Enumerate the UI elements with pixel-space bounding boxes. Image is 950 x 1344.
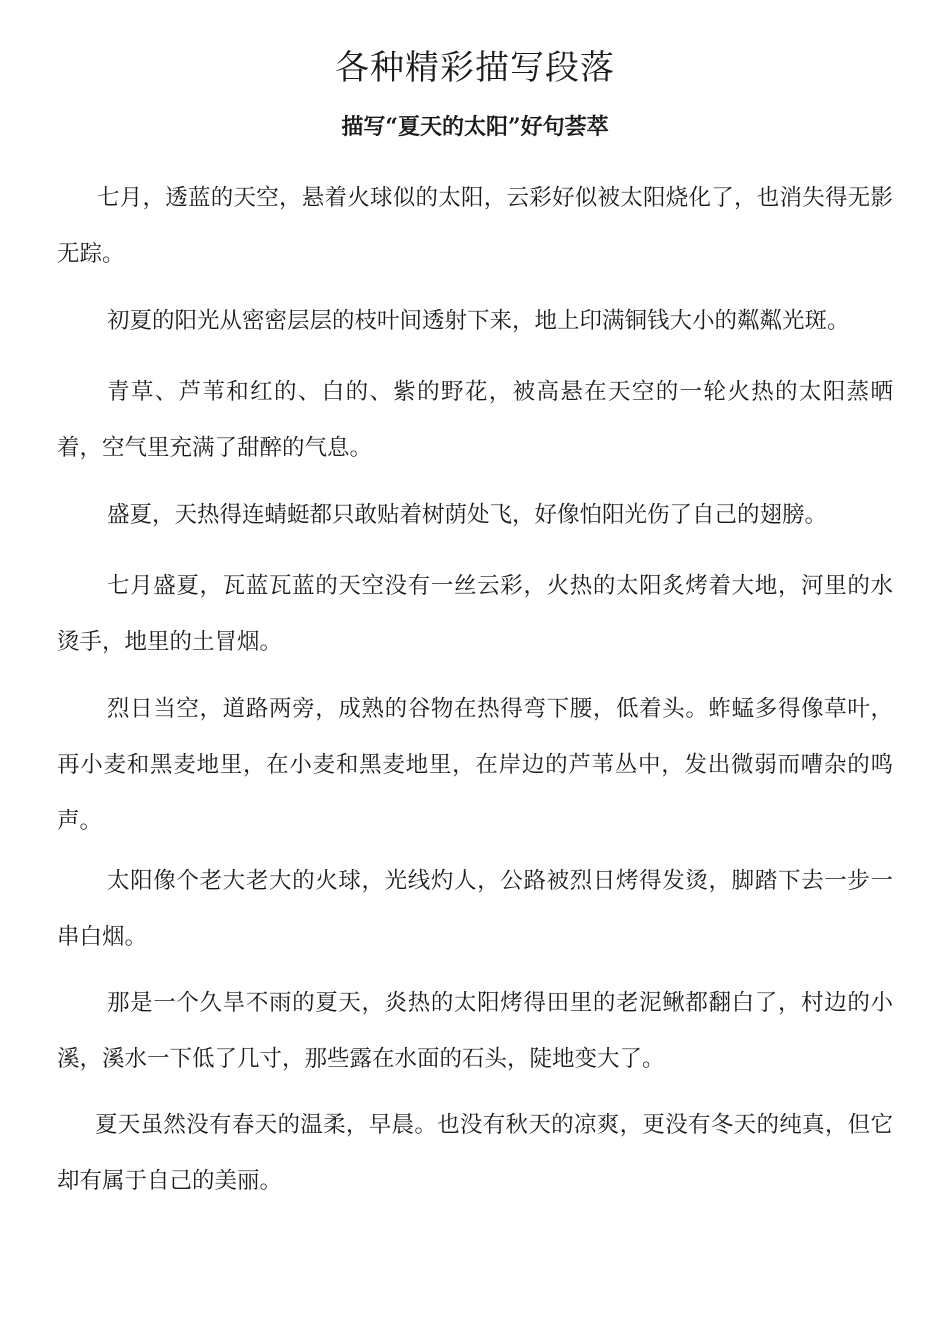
paragraph-5: 七月盛夏，瓦蓝瓦蓝的天空没有一丝云彩，火热的太阳炙烤着大地，河里的水烫手，地里的土冒烟。 bbox=[57, 573, 893, 655]
paragraph-8: 那是一个久旱不雨的夏天，炎热的太阳烤得田里的老泥鳅都翻白了，村边的小溪，溪水一下低了几寸，那些露在水面的石头，陡地变大了。 bbox=[57, 990, 893, 1072]
paragraph-1: 七月，透蓝的天空，悬着火球似的太阳，云彩好似被太阳烧化了，也消失得无影无踪。 bbox=[57, 185, 893, 267]
page-subtitle: 描写“夏天的太阳”好句荟萃 bbox=[341, 114, 609, 140]
paragraph-3: 青草、芦苇和红的、白的、紫的野花，被高悬在天空的一轮火热的太阳蒸晒着，空气里充满了甜醉的气息。 bbox=[57, 379, 893, 461]
paragraph-4: 盛夏，天热得连蜻蜓都只敢贴着树荫处飞，好像怕阳光伤了自己的翅膀。 bbox=[107, 502, 828, 528]
paragraph-7: 太阳像个老大老大的火球，光线灼人，公路被烈日烤得发烫，脚踏下去一步一串白烟。 bbox=[57, 868, 893, 950]
paragraph-6: 烈日当空，道路两旁，成熟的谷物在热得弯下腰，低着头。蚱蜢多得像草叶，再小麦和黑麦地里，在小麦和黑麦地里，在岸边的芦苇丛中，发出微弱而嘈杂的鸣声。 bbox=[57, 696, 893, 834]
paragraph-2: 初夏的阳光从密密层层的枝叶间透射下来，地上印满铜钱大小的粼粼光斑。 bbox=[107, 308, 850, 334]
paragraph-9: 夏天虽然没有春天的温柔，早晨。也没有秋天的凉爽，更没有冬天的纯真，但它却有属于自己的美丽。 bbox=[57, 1112, 893, 1194]
page-title: 各种精彩描写段落 bbox=[335, 48, 615, 88]
